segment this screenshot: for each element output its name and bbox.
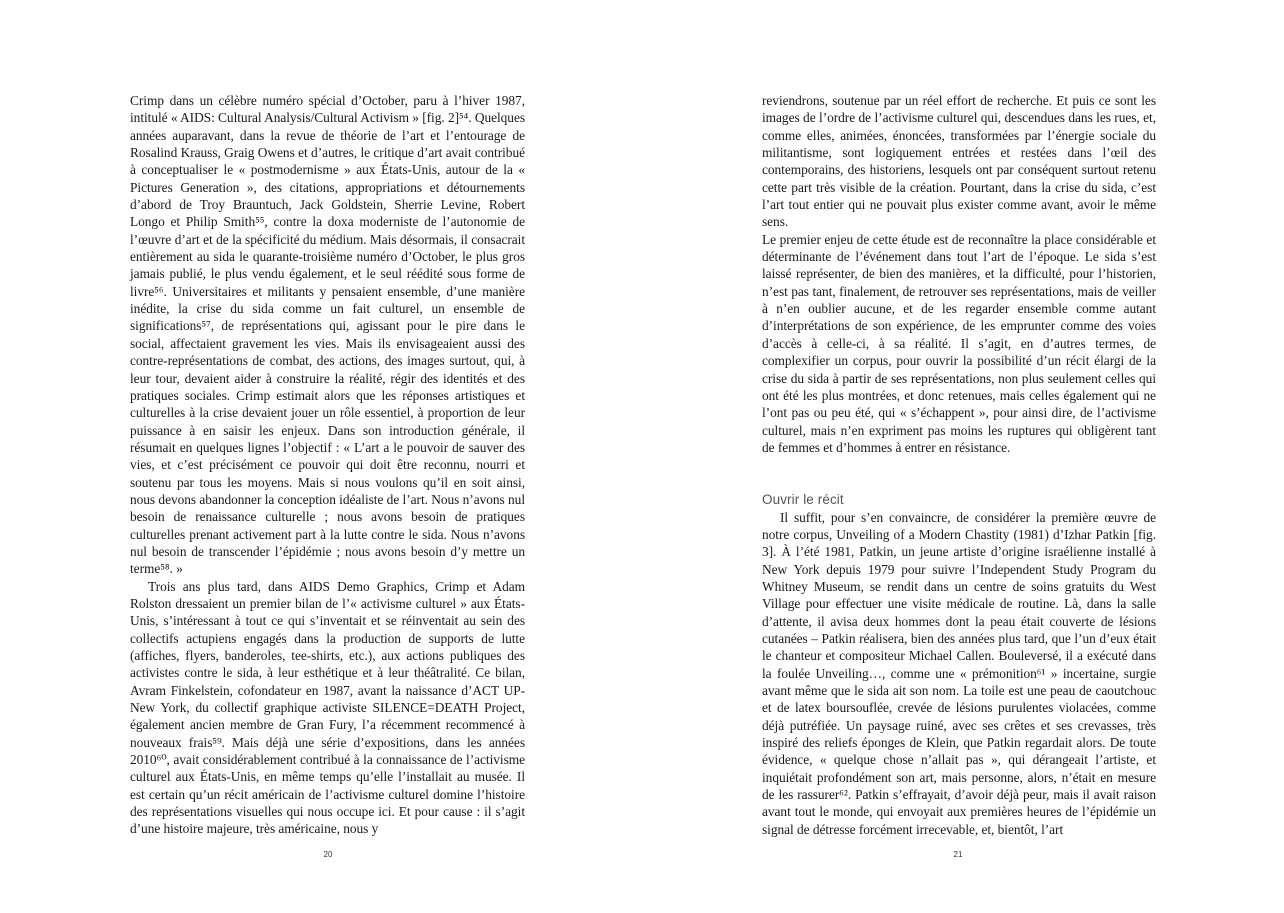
page-number: 21 [953,850,963,859]
body-paragraph: Il suffit, pour s’en convaincre, de considérer la première œuvre de notre corpus, Unveiling of a Modern Chastity (1981) d’Izhar Patkin [fig. 3]. À l’été 1981, Patkin, un jeune artiste d’origine israélienne installé à New York depuis 1979 pour suivre l’Independent Study Program du Whitney Museum, se rendit dans un centre de soins gratuits du West Village pour effectuer une visite médicale de routine. Là, dans la salle d’attente, il avisa deux hommes dont la peau était couverte de lésions cutanées – Patkin réalisera, bien des années plus tard, que l’un d’eux était le chanteur et compositeur Michael Callen. Bouleversé, il a exécuté dans la foulée Unveiling…, comme une « prémonition⁶¹ » incertaine, surgie avant même que le sida ait son nom. La toile est une peau de caoutchouc et de latex boursouflée, crevée de lésions purulentes violacées, comme déjà putréfiée. Un paysage ruiné, avec ses crêtes et ses crevasses, très inspiré des reliefs éponges de Klein, que Patkin regardait alors. De toute évidence, « quelque chose n’allait pas », qui dérangeait l’artiste, et inquiétait profondément son art, mais personne, alors, n’était en mesure de les rassurer⁶². Patkin s’effrayait, d’avoir déjà peur, mais il avait raison avant tout le monde, qui envoyait aux premières heures de l’épidémie un signal de détresse forcément irrecevable, et, bientôt, l’art [762,509,1156,837]
body-paragraph: reviendrons, soutenue par un réel effort de recherche. Et puis ce sont les images de l’ordre de l’activisme culturel qui, descendues dans les rues, et, comme elles, animées, énoncées, transformées par l’énergie sociale du militantisme, sont logiquement entrées et restées dans l’œil des contemporains, des historiens, lesquels ont par conséquent surtout retenu cette part très visible de la création. Pourtant, dans la crise du sida, c’est l’art tout entier qui ne pouvait plus exister comme avant, avoir le même sens. [762,93,1156,230]
section-spacer [762,456,1156,491]
right-page [642,0,1284,913]
section-heading: Ouvrir le récit [762,492,844,508]
right-text-block [762,92,1156,838]
body-paragraph: Trois ans plus tard, dans AIDS Demo Graphics, Crimp et Adam Rolston dressaient un premier bilan de l’« activisme culturel » aux États-Unis, s’intéressant à tout ce qui s’inventait et se réinventait au sein des collectifs actupiens engagés dans la production de supports de lutte (affiches, flyers, banderoles, tee-shirts, etc.), aux actions publiques des activistes contre le sida, à leur esthétique et à leur théâtralité. Ce bilan, Avram Finkelstein, cofondateur en 1987, avant la naissance d’ACT UP-New York, du collectif graphique activiste SILENCE=DEATH Project, également ancien membre de Gran Fury, l’a récemment recommencé à nouveaux frais⁵⁹. Mais déjà une série d’expositions, dans les années 2010⁶⁰, avait considérablement contribué à la connaissance de l’activisme culturel aux États-Unis, en même temps qu’elle l’installait au musée. Il est certain qu’un récit américain de l’activisme culturel domine l’histoire des représentations visuelles qui nous occupe ici. Et pour cause : il s’agit d’une histoire majeure, très américaine, nous y [130,578,525,837]
left-text-block [130,92,525,838]
page-number: 20 [323,850,333,859]
body-paragraph: Le premier enjeu de cette étude est de reconnaître la place considérable et déterminante de l’événement dans tout l’art de l’époque. Le sida s’est laissé représenter, de bien des manières, et la difficulté, pour l’historien, n’est pas tant, finalement, de retrouver ses représentations, mais de veiller à n’en oublier aucune, et de les regarder ensemble comme autant d’interprétations de son expérience, de les emprunter comme des voies d’accès à celle-ci, à sa réalité. Il s’agit, en d’autres termes, de complexifier un corpus, pour ouvrir la possibilité d’un récit élargi de la crise du sida à partir de ses représentations, non plus seulement celles qui ont été les plus montrées, et donc retenues, mais celles également qui ne l’ont pas ou peu été, qui « s’échappent », pour ainsi dire, de l’activisme culturel, mais n’en expriment pas moins les ruptures qui obligèrent tant de femmes et d’hommes à entrer en résistance. [762,231,1156,455]
body-paragraph: Crimp dans un célèbre numéro spécial d’October, paru à l’hiver 1987, intitulé « AIDS: Cultural Analysis/Cultural Activism » [fig. 2]⁵⁴. Quelques années auparavant, dans la revue de théorie de l’art et l’entourage de Rosalind Krauss, Graig Owens et d’autres, le critique d’art avait contribué à conceptualiser le « postmodernisme » aux États-Unis, autour de la « Pictures Generation », des citations, appropriations et détournements d’abord de Troy Brauntuch, Jack Goldstein, Sherrie Levine, Robert Longo et Philip Smith⁵⁵, contre la doxa moderniste de l’autonomie de l’œuvre d’art et de la spécificité du médium. Mais désormais, il consacrait entièrement au sida le quarante-troisième numéro d’October, le plus gros jamais publié, le plus vendu également, et le seul réédité sous forme de livre⁵⁶. Universitaires et militants y pensaient ensemble, d’une manière inédite, la crise du sida comme un fait culturel, un ensemble de significations⁵⁷, de représentations qui, agissant pour le pire dans le social, affectaient gravement les vies. Mais ils envisageaient aussi des contre-représentations de combat, des actions, des images surtout, qui, à leur tour, devaient aider à construire la réalité, régir des identités et des pratiques sociales. Crimp estimait alors que les réponses artistiques et culturelles à la crise devaient jouer un rôle essentiel, à proportion de leur puissance à en saisir les enjeux. Dans son introduction générale, il résumait en quelques lignes l’objectif : « L’art a le pouvoir de sauver des vies, et c’est précisément ce pouvoir qui doit être reconnu, nourri et soutenu par tous les moyens. Mais si nous voulons qu’il en soit ainsi, nous devons abandonner la conception idéaliste de l’art. Nous n’avons nul besoin de renaissance culturelle ; nous avons besoin de pratiques culturelles prenant activement part à la lutte contre le sida. Nous n’avons nul besoin de transcender l’épidémie ; nous avons besoin d’y mettre un terme⁵⁸. » [130,93,526,577]
